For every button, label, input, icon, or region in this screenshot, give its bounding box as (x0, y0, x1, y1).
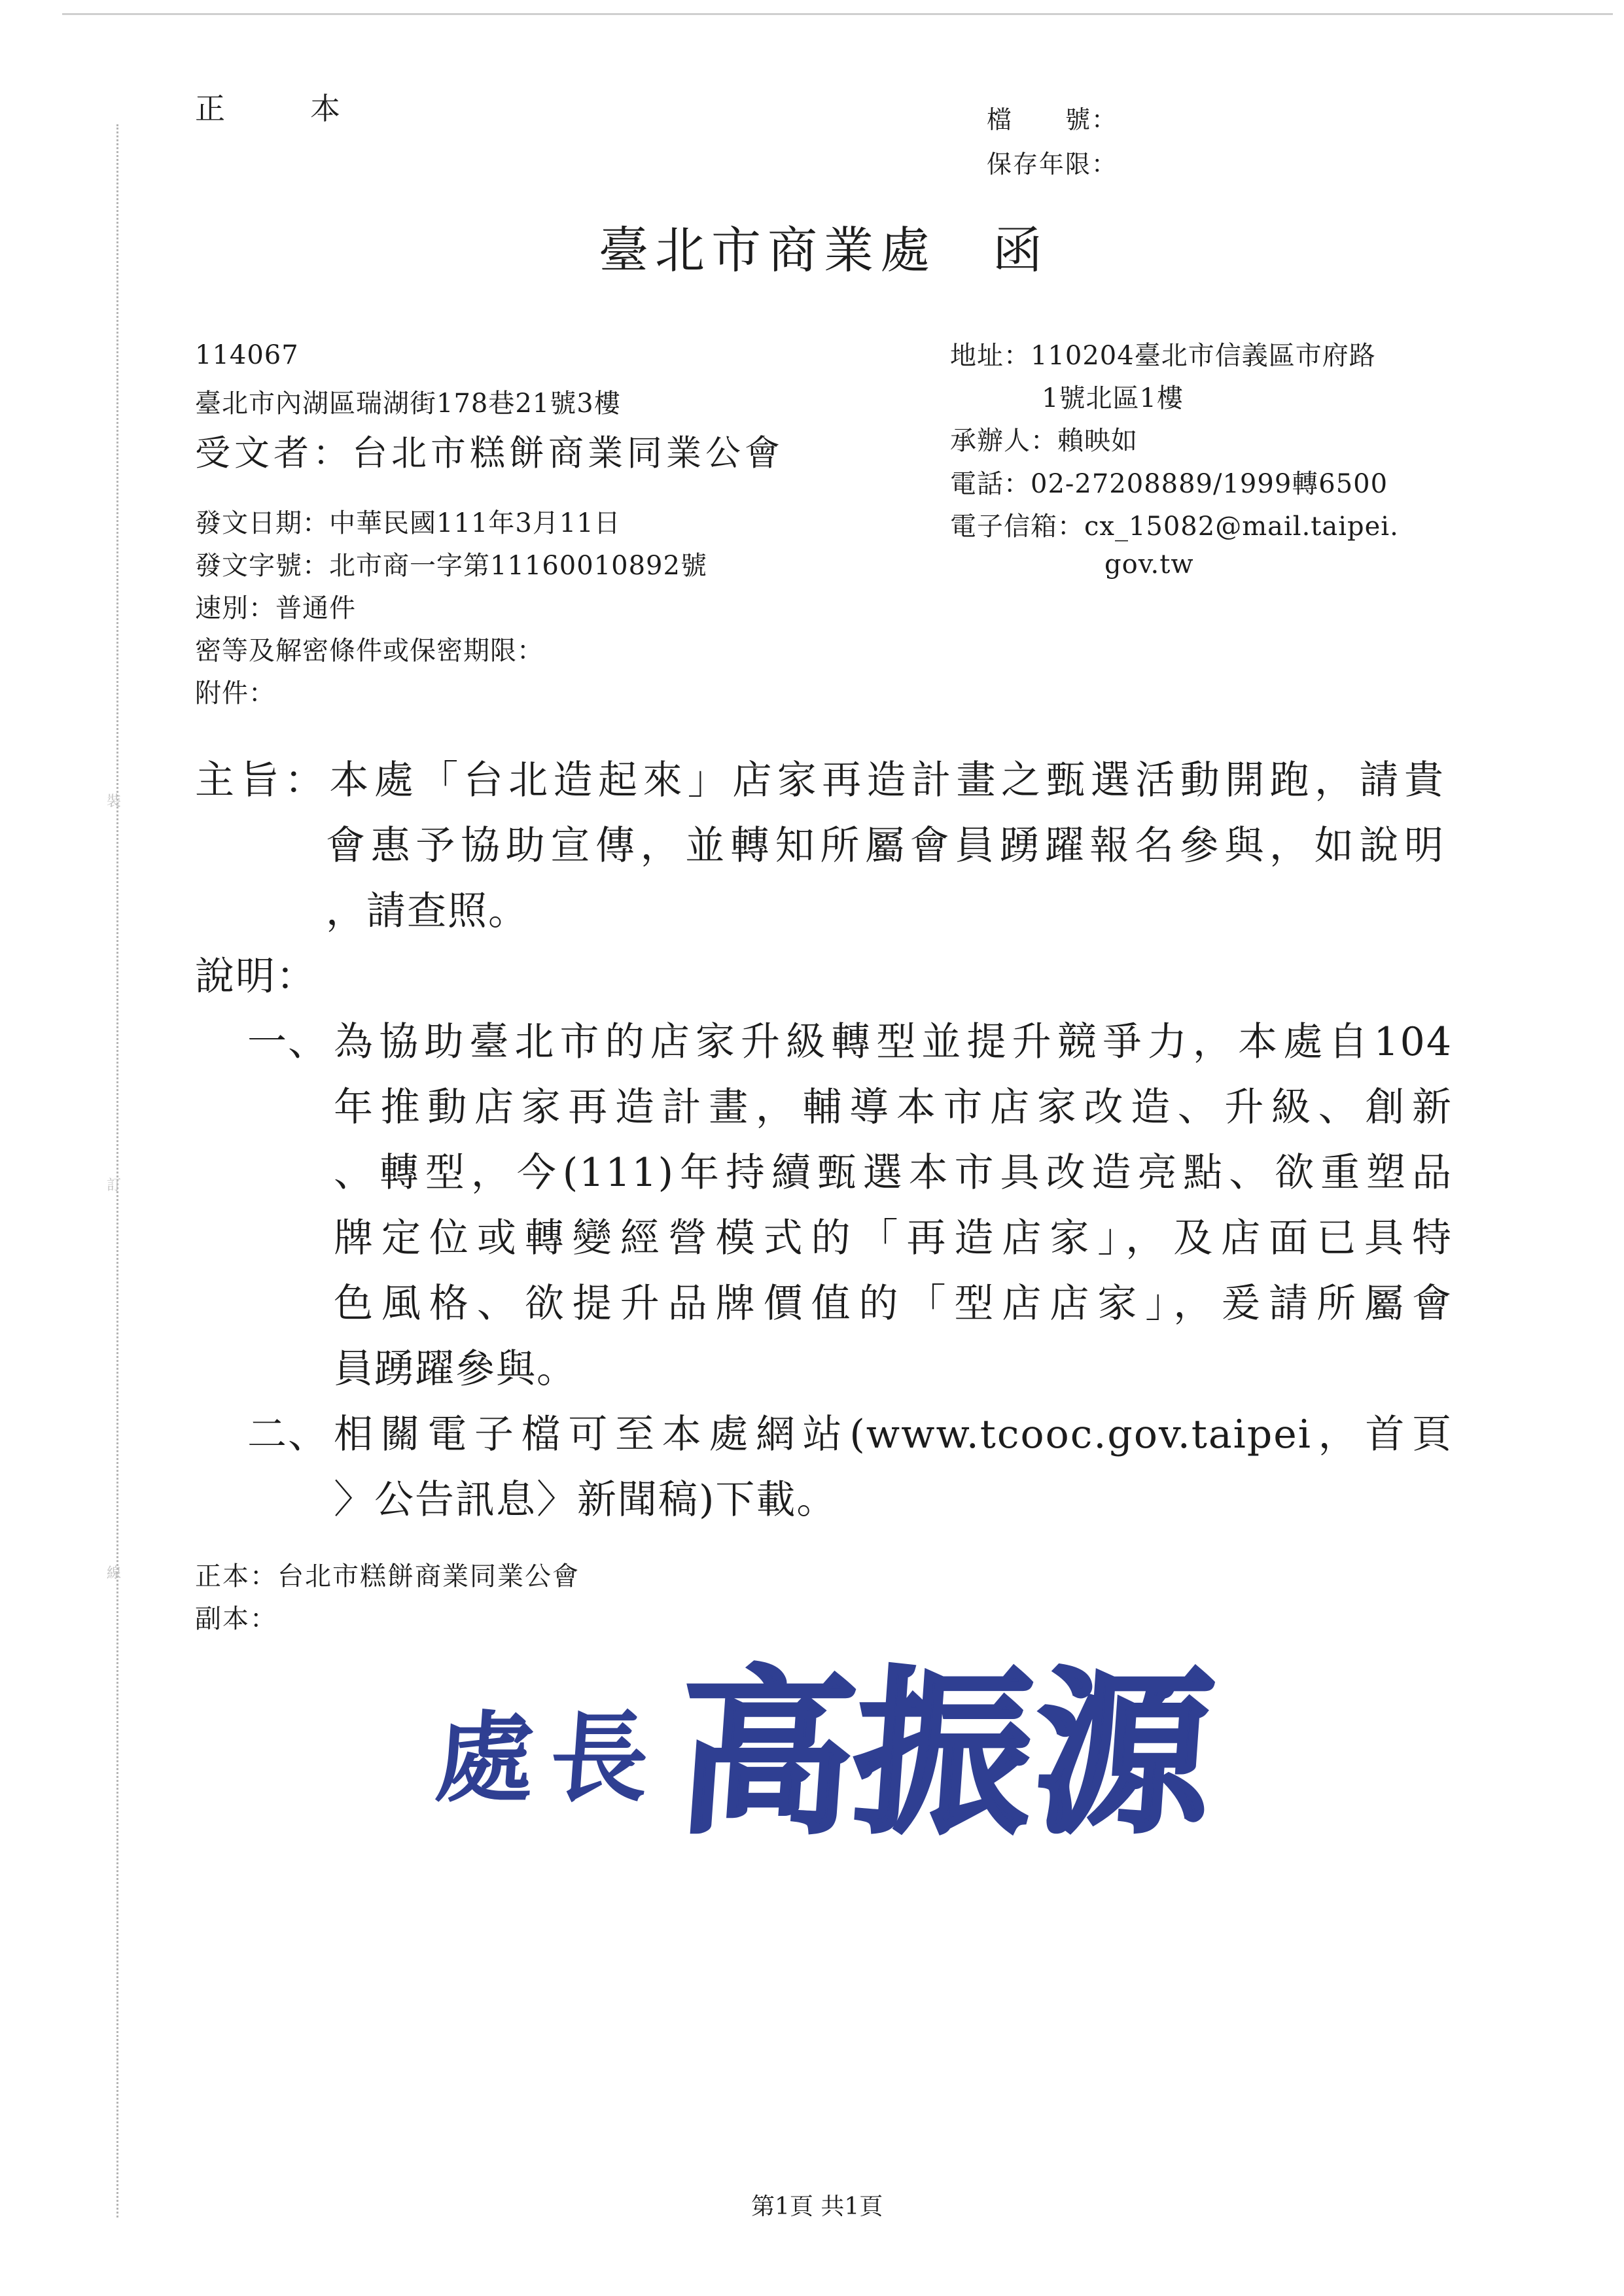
sender-contact: 承辦人：賴映如 (950, 426, 1138, 456)
svg-text:處: 處 (432, 1701, 538, 1816)
secrecy-level: 密等及解密條件或保密期限： (195, 636, 544, 666)
recipient-address: 臺北市內湖區瑞湖街178巷21號3樓 (195, 389, 621, 419)
sender-phone: 電話：02-27208889/1999轉6500 (950, 469, 1388, 499)
sender-email-line2: gov.tw (1104, 549, 1194, 580)
item-1-line-6: 員踴躍參與。 (334, 1346, 577, 1392)
file-number-label: 檔 號： (987, 105, 1118, 134)
item-1-line-5: 色風格、欲提升品牌價值的「型店店家」，爰請所屬會 (334, 1281, 1453, 1327)
distribution-copy: 副本： (195, 1604, 277, 1634)
copy-type-label: 正 本 (195, 91, 368, 126)
distribution-original: 正本：台北市糕餅商業同業公會 (195, 1561, 580, 1592)
item-2-marker: 二、 (247, 1412, 328, 1457)
svg-text:長: 長 (546, 1701, 653, 1816)
item-1-line-1: 為協助臺北市的店家升級轉型並提升競爭力，本處自104 (334, 1019, 1453, 1065)
attachment-label: 附件： (195, 678, 275, 708)
item-1-line-2: 年推動店家再造計畫，輔導本市店家改造、升級、創新 (334, 1085, 1453, 1130)
svg-text:振: 振 (847, 1649, 1039, 1857)
subject-line-1: 主旨：本處「台北造起來」店家再造計畫之甄選活動開跑，請貴 (195, 757, 1445, 803)
subject-line-2: 會惠予協助宣傳，並轉知所屬會員踴躍報名參與，如說明 (326, 823, 1445, 869)
delivery-speed: 速別：普通件 (195, 593, 356, 623)
top-border-line (62, 13, 1613, 15)
explanation-heading: 說明： (195, 954, 317, 1000)
recipient-postal-code: 114067 (195, 340, 299, 370)
receiver-line: 受文者：台北市糕餅商業同業公會 (195, 432, 784, 474)
issue-number: 發文字號：北市商一字第11160010892號 (195, 551, 707, 581)
binding-line (116, 124, 118, 2218)
issue-date: 發文日期：中華民國111年3月11日 (195, 508, 621, 538)
sender-address-line2: 1號北區1樓 (1042, 383, 1184, 413)
retention-period-label: 保存年限： (987, 150, 1118, 179)
svg-text:源: 源 (1027, 1649, 1219, 1857)
director-signature-seal (432, 1629, 1230, 1857)
sender-address-line1: 地址：110204臺北市信義區市府路 (950, 341, 1376, 371)
binding-mark-bottom: 線 (107, 1565, 122, 1582)
item-1-line-4: 牌定位或轉變經營模式的「再造店家」，及店面已具特 (334, 1215, 1453, 1261)
binding-mark-top: 裝 (107, 793, 122, 810)
document-title: 臺北市商業處 函 (599, 221, 1049, 279)
binding-mark-middle: 訂 (107, 1177, 122, 1194)
item-2-line-1: 相關電子檔可至本處網站(www.tcooc.gov.taipei，首頁 (334, 1412, 1453, 1457)
item-2-line-2: 〉公告訊息〉新聞稿)下載。 (334, 1477, 838, 1523)
item-1-marker: 一、 (247, 1019, 328, 1065)
sender-email-line1: 電子信箱：cx_15082@mail.taipei. (950, 512, 1399, 542)
page-number: 第1頁 共1頁 (751, 2193, 883, 2220)
svg-text:高: 高 (671, 1649, 862, 1857)
item-1-line-3: 、轉型，今(111)年持續甄選本市具改造亮點、欲重塑品 (334, 1150, 1453, 1196)
subject-line-3: ，請查照。 (326, 888, 529, 934)
